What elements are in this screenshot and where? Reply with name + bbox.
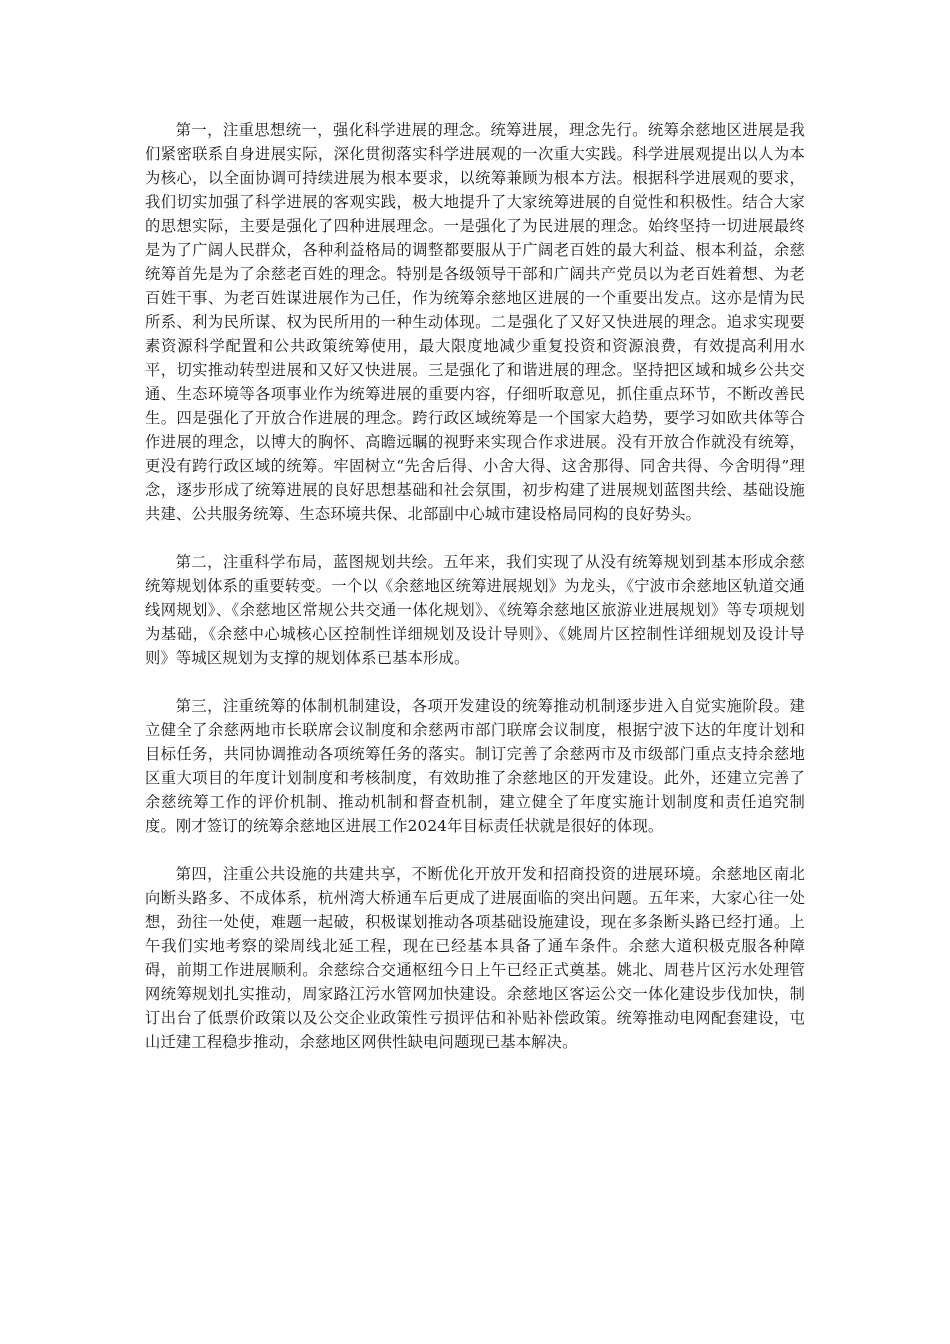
paragraph-2: 第二，注重科学布局，蓝图规划共绘。五年来，我们实现了从没有统筹规划到基本形成余慈统筹规划体系的重要转变。一个以《余慈地区统筹进展规划》为龙头，《宁波市余慈地区轨道交通线网规划》、《余慈地区常规公共交通一体化规划》、《统筹余慈地区旅游业进展规划》等专项规划为基础，《余慈中心城核心区控制性详细规划及设计导则》、《姚周片区控制性详细规划及设计导则》等城区规划为支撑的规划体系已基本形成。 (145, 553, 805, 667)
paragraph-4: 第四，注重公共设施的共建共享，不断优化开放开发和招商投资的进展环境。余慈地区南北向断头路多、不成体系，杭州湾大桥通车后更成了进展面临的突出问题。五年来，大家心往一处想，劲往一处使，难题一起破，积极谋划推动各项基础设施建设，现在多条断头路已经打通。上午我们实地考察的梁周线北延工程，现在已经基本具备了通车条件。余慈大道积极克服各种障碍，前期工作进展顺利。余慈综合交通枢纽今日上午已经正式奠基。姚北、周巷片区污水处理管网统筹规划扎实推动，周家路江污水管网加快建设。余慈地区客运公交一体化建设步伐加快，制订出台了低票价政策以及公交企业政策性亏损评估和补贴补偿政策。统筹推动电网配套建设，屯山迁建工程稳步推动，余慈地区网供性缺电问题现已基本解决。 (145, 865, 805, 1051)
paragraph-1: 第一，注重思想统一，强化科学进展的理念。统筹进展，理念先行。统筹余慈地区进展是我们紧密联系自身进展实际，深化贯彻落实科学进展观的一次重大实践。科学进展观提出以人为本为核心，以全面协调可持续进展为根本要求，以统筹兼顾为根本方法。根据科学进展观的要求，我们切实加强了科学进展的客观实践，极大地提升了大家统筹进展的自觉性和积极性。结合大家的思想实际，主要是强化了四种进展理念。一是强化了为民进展的理念。始终坚持一切进展最终是为了广阔人民群众，各种利益格局的调整都要服从于广阔老百姓的最大利益、根本利益，余慈统筹首先是为了余慈老百姓的理念。特别是各级领导干部和广阔共产党员以为老百姓着想、为老百姓干事、为老百姓谋进展作为己任，作为统筹余慈地区进展的一个重要出发点。这亦是情为民所系、利为民所谋、权为民所用的一种生动体现。二是强化了又好又快进展的理念。追求实现要素资源科学配置和公共政策统筹使用，最大限度地减少重复投资和资源浪费，有效提高利用水平，切实推动转型进展和又好又快进展。三是强化了和谐进展的理念。坚持把区域和城乡公共交通、生态环境等各项事业作为统筹进展的重要内容，仔细听取意见，抓住重点环节，不断改善民生。四是强化了开放合作进展的理念。跨行政区域统筹是一个国家大趋势，要学习如欧共体等合作进展的理念，以博大的胸怀、高瞻远瞩的视野来实现合作求进展。没有开放合作就没有统筹，更没有跨行政区域的统筹。牢固树立“先舍后得、小舍大得、这舍那得、同舍共得、今舍明得”理念，逐步形成了统筹进展的良好思想基础和社会氛围，初步构建了进展规划蓝图共绘、基础设施共建、公共服务统筹、生态环境共保、北部副中心城市建设格局同构的良好势头。 (145, 121, 805, 523)
paragraph-3: 第三，注重统筹的体制机制建设，各项开发建设的统筹推动机制逐步进入自觉实施阶段。建立健全了余慈两地市长联席会议制度和余慈两市部门联席会议制度，根据宁波下达的年度计划和目标任务，共同协调推动各项统筹任务的落实。制订完善了余慈两市及市级部门重点支持余慈地区重大项目的年度计划制度和考核制度，有效助推了余慈地区的开发建设。此外，还建立完善了余慈统筹工作的评价机制、推动机制和督查机制，建立健全了年度实施计划制度和责任追究制度。刚才签订的统筹余慈地区进展工作2024年目标责任状就是很好的体现。 (145, 697, 805, 835)
document-body (145, 118, 805, 1078)
